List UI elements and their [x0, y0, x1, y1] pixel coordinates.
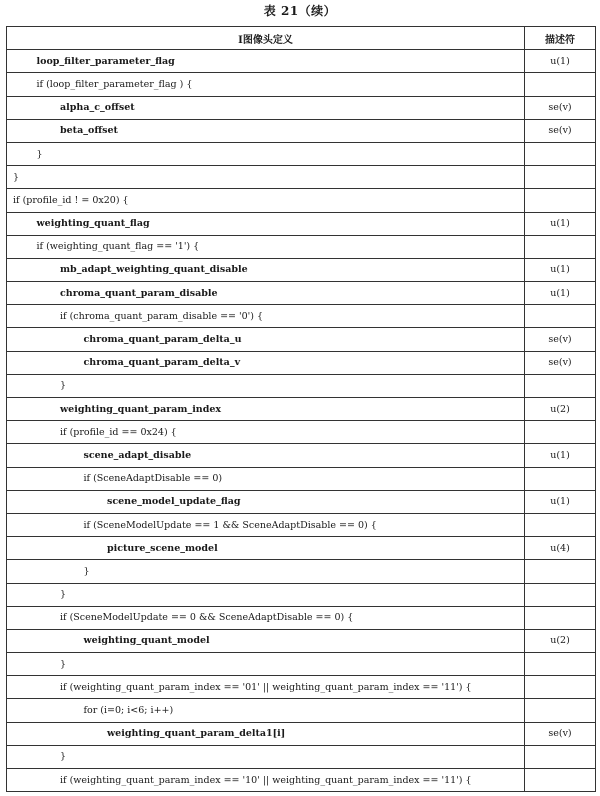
table-row: [7, 769, 596, 792]
descriptor-cell: [525, 560, 596, 583]
descriptor-cell: [525, 467, 596, 490]
syntax-cell: loop_filter_parameter_flag: [7, 50, 525, 73]
syntax-cell: if (weighting_quant_param_index == '10' || weighting_quant_param_index == '11') {: [7, 769, 525, 792]
descriptor-cell: u(1): [525, 258, 596, 281]
syntax-cell: if (loop_filter_parameter_flag ) {: [7, 73, 525, 96]
syntax-cell: }: [7, 142, 525, 165]
syntax-cell: }: [7, 374, 525, 397]
syntax-cell: beta_offset: [7, 119, 525, 142]
descriptor-cell: [525, 513, 596, 536]
descriptor-cell: [525, 189, 596, 212]
descriptor-cell: [525, 653, 596, 676]
table-row: [7, 212, 596, 235]
descriptor-cell: se(v): [525, 351, 596, 374]
table-row: [7, 745, 596, 768]
syntax-cell: if (profile_id == 0x24) {: [7, 421, 525, 444]
descriptor-cell: [525, 769, 596, 792]
syntax-cell: weighting_quant_param_delta1[i]: [7, 722, 525, 745]
syntax-cell: picture_scene_model: [7, 537, 525, 560]
syntax-cell: if (SceneAdaptDisable == 0): [7, 467, 525, 490]
table-row: [7, 583, 596, 606]
syntax-cell: if (SceneModelUpdate == 0 && SceneAdaptDisable == 0) {: [7, 606, 525, 629]
syntax-cell: if (SceneModelUpdate == 1 && SceneAdaptDisable == 0) {: [7, 513, 525, 536]
descriptor-cell: [525, 606, 596, 629]
syntax-table: [6, 26, 596, 792]
table-row: [7, 282, 596, 305]
table-row: [7, 490, 596, 513]
descriptor-cell: u(1): [525, 490, 596, 513]
syntax-cell: if (weighting_quant_param_index == '01' || weighting_quant_param_index == '11') {: [7, 676, 525, 699]
syntax-cell: for (i=0; i<6; i++): [7, 699, 525, 722]
descriptor-cell: se(v): [525, 119, 596, 142]
descriptor-cell: [525, 421, 596, 444]
table-row: [7, 513, 596, 536]
descriptor-cell: se(v): [525, 328, 596, 351]
table-caption: 表 21（续）: [263, 4, 337, 18]
syntax-cell: }: [7, 583, 525, 606]
table-row: [7, 398, 596, 421]
syntax-cell: weighting_quant_model: [7, 629, 525, 652]
table-row: [7, 676, 596, 699]
table-row: [7, 374, 596, 397]
table-row: [7, 351, 596, 374]
descriptor-cell: se(v): [525, 96, 596, 119]
descriptor-cell: [525, 142, 596, 165]
table-row: [7, 444, 596, 467]
table-row: [7, 629, 596, 652]
table-row: [7, 50, 596, 73]
syntax-cell: if (weighting_quant_flag == '1') {: [7, 235, 525, 258]
descriptor-cell: [525, 374, 596, 397]
table-row: [7, 73, 596, 96]
syntax-cell: chroma_quant_param_delta_u: [7, 328, 525, 351]
descriptor-cell: u(2): [525, 398, 596, 421]
table-row: [7, 258, 596, 281]
table-row: [7, 119, 596, 142]
descriptor-cell: [525, 235, 596, 258]
table-row: [7, 166, 596, 189]
descriptor-cell: [525, 166, 596, 189]
table-row: [7, 305, 596, 328]
table-header-row: [7, 27, 596, 50]
syntax-cell: }: [7, 653, 525, 676]
table-row: [7, 560, 596, 583]
syntax-cell: weighting_quant_param_index: [7, 398, 525, 421]
syntax-cell: scene_model_update_flag: [7, 490, 525, 513]
descriptor-cell: se(v): [525, 722, 596, 745]
descriptor-column-header: 描述符: [525, 27, 596, 50]
descriptor-cell: [525, 699, 596, 722]
descriptor-cell: u(1): [525, 212, 596, 235]
syntax-cell: if (profile_id ! = 0x20) {: [7, 189, 525, 212]
syntax-cell: scene_adapt_disable: [7, 444, 525, 467]
table-row: [7, 142, 596, 165]
syntax-cell: alpha_c_offset: [7, 96, 525, 119]
table-row: [7, 189, 596, 212]
syntax-cell: if (chroma_quant_param_disable == '0') {: [7, 305, 525, 328]
syntax-cell: }: [7, 560, 525, 583]
syntax-column-header: I图像头定义: [7, 27, 525, 50]
descriptor-cell: u(1): [525, 444, 596, 467]
table-row: [7, 537, 596, 560]
descriptor-cell: [525, 305, 596, 328]
syntax-cell: chroma_quant_param_delta_v: [7, 351, 525, 374]
descriptor-cell: u(2): [525, 629, 596, 652]
descriptor-cell: u(1): [525, 50, 596, 73]
table-row: [7, 235, 596, 258]
syntax-cell: }: [7, 166, 525, 189]
syntax-cell: chroma_quant_param_disable: [7, 282, 525, 305]
descriptor-cell: u(4): [525, 537, 596, 560]
table-row: [7, 722, 596, 745]
syntax-cell: }: [7, 745, 525, 768]
table-row: [7, 96, 596, 119]
table-row: [7, 699, 596, 722]
descriptor-cell: u(1): [525, 282, 596, 305]
descriptor-cell: [525, 676, 596, 699]
syntax-cell: mb_adapt_weighting_quant_disable: [7, 258, 525, 281]
table-row: [7, 421, 596, 444]
descriptor-cell: [525, 73, 596, 96]
descriptor-cell: [525, 745, 596, 768]
descriptor-cell: [525, 583, 596, 606]
table-row: [7, 467, 596, 490]
table-row: [7, 606, 596, 629]
syntax-cell: weighting_quant_flag: [7, 212, 525, 235]
table-row: [7, 328, 596, 351]
table-row: [7, 653, 596, 676]
